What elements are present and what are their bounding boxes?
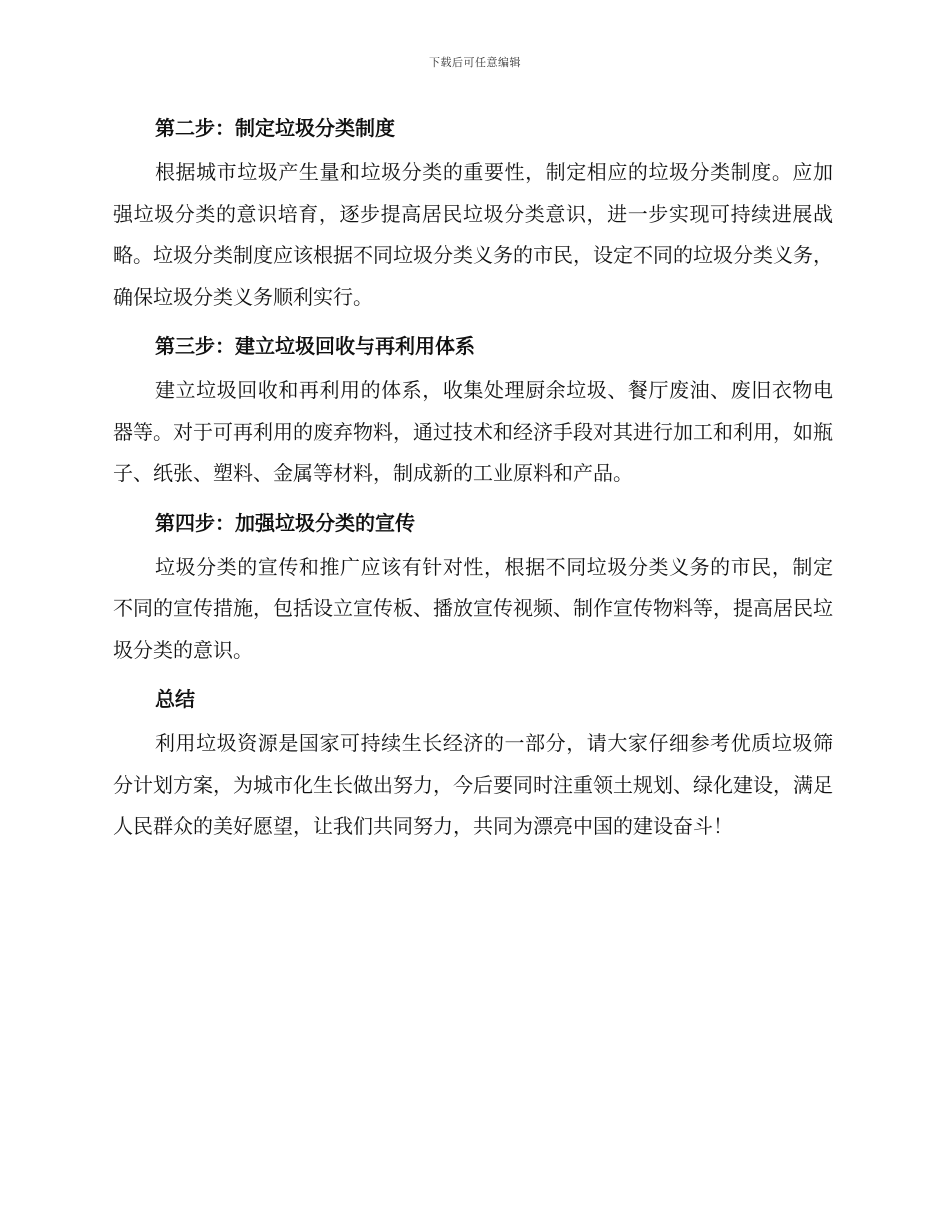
section-paragraph: 根据城市垃圾产生量和垃圾分类的重要性，制定相应的垃圾分类制度。应加强垃圾分类的意识培育，逐步提高居民垃圾分类意识，进一步实现可持续进展战略。垃圾分类制度应该根据不同垃圾分类义务的市民，设定不同的垃圾分类义务，确保垃圾分类义务顺利实行。 — [113, 160, 833, 309]
section-paragraph: 利用垃圾资源是国家可持续生长经济的一部分，请大家仔细参考优质垃圾筛分计划方案，为城市化生长做出努力，今后要同时注重领土规划、绿化建设，满足人民群众的美好愿望，让我们共同努力，共同为漂亮中国的建设奋斗！ — [113, 731, 833, 838]
section-heading: 第三步：建立垃圾回收与再利用体系 — [155, 334, 475, 358]
section-heading: 第四步：加强垃圾分类的宣传 — [155, 510, 415, 535]
section-paragraph: 建立垃圾回收和再利用的体系，收集处理厨余垃圾、餐厅废油、废旧衣物电器等。对于可再利用的废弃物料，通过技术和经济手段对其进行加工和利用，如瓶子、纸张、塑料、金属等材料，制成新的工业原料和产品。 — [113, 378, 833, 485]
section-step-three — [113, 326, 833, 495]
section-step-two — [113, 108, 833, 318]
section-summary — [113, 679, 833, 848]
section-step-four — [113, 503, 833, 672]
document-body — [113, 108, 833, 856]
header-note: 下载后可任意编辑 — [429, 56, 521, 69]
section-heading: 第二步：制定垃圾分类制度 — [155, 116, 395, 140]
section-paragraph: 垃圾分类的宣传和推广应该有针对性，根据不同垃圾分类义务的市民，制定不同的宣传措施，包括设立宣传板、播放宣传视频、制作宣传物料等，提高居民垃圾分类的意识。 — [113, 554, 833, 662]
section-heading: 总结 — [155, 687, 195, 711]
